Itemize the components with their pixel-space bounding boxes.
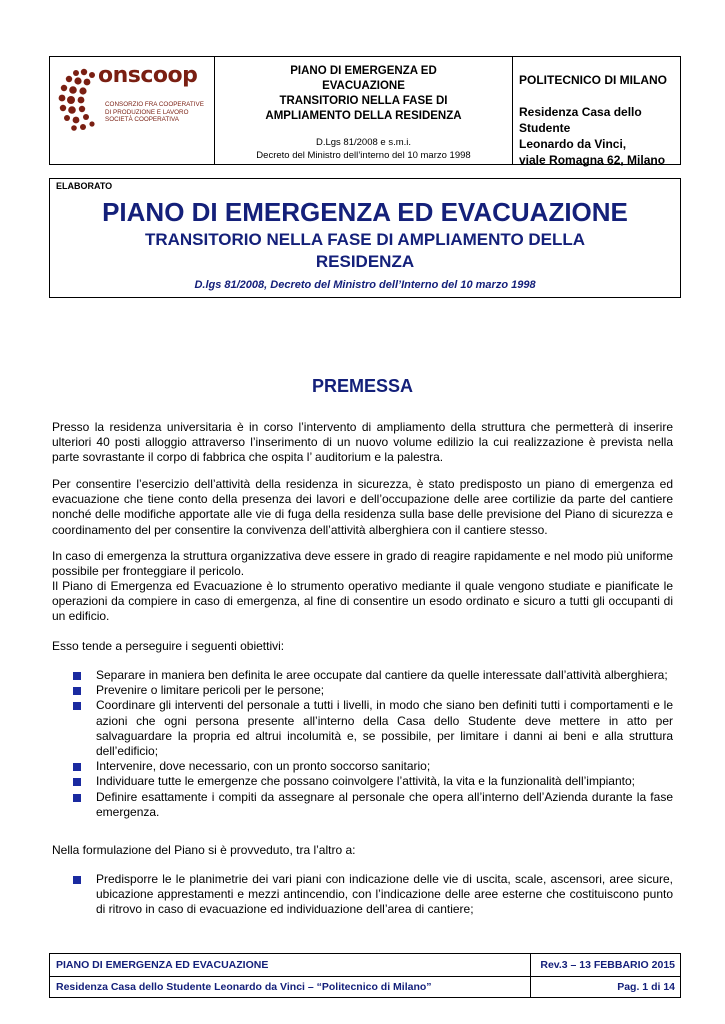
objectives-list	[73, 668, 673, 820]
header-right-title: POLITECNICO DI MILANO	[519, 73, 667, 87]
paragraph: Il Piano di Emergenza ed Evacuazione è lo strumento operativo mediante il quale vengono studiate e pianificate le operazioni da compiere in caso di emergenza, al fine di consentire un esodo ordinato e sicuro a tutti gli occupanti di un edificio.	[52, 579, 673, 624]
paragraph: Esso tende a perseguire i seguenti obiettivi:	[52, 639, 285, 653]
footer-table	[49, 953, 681, 998]
bullet-square-icon	[73, 702, 81, 710]
list-item: Definire esattamente i compiti da assegnare al personale che opera all’interno dell’Azienda durante la fase emergenza.	[73, 790, 673, 820]
logo-cell	[50, 57, 215, 164]
list-item: Intervenire, dove necessario, con un pronto soccorso sanitario;	[73, 759, 673, 774]
footer-row	[50, 976, 680, 998]
footer-revision: Rev.3 – 13 FEBBARIO 2015	[540, 959, 675, 971]
formulation-list	[73, 872, 673, 918]
list-item: Separare in maniera ben definita le aree occupate dal cantiere da quelle interessate dall’attività alberghiera;	[73, 668, 673, 683]
document-subtitle: TRANSITORIO NELLA FASE DI AMPLIAMENTO DELLA RESIDENZA	[144, 230, 586, 271]
header-right-cell	[513, 57, 680, 167]
section-title: PREMESSA	[311, 376, 414, 396]
bullet-square-icon	[73, 794, 81, 802]
paragraph: In caso di emergenza la struttura organizzativa deve essere in grado di reagire rapidamente e nel modo più uniforme possibile per fronteggiare il pericolo.	[52, 549, 673, 579]
bullet-square-icon	[73, 672, 81, 680]
header-center-title: PIANO DI EMERGENZA ED EVACUAZIONE TRANSITORIO NELLA FASE DI AMPLIAMENTO DELLA RESIDENZA	[265, 65, 462, 122]
elaborato-label: ELABORATO	[56, 181, 113, 191]
paragraph: Nella formulazione del Piano si è provveduto, tra l’altro a:	[52, 843, 356, 857]
list-item: Coordinare gli interventi del personale a tutti i livelli, in modo che siano ben definiti tutti i comportamenti e le azioni che ogni persona presente all’interno della Casa dello Studente deve mettere in atto per salvaguardare la propria ed altrui incolumità e, se possibile, per limitare i danni ai beni e alla struttura dell’edificio;	[73, 698, 673, 759]
logo-subtitle: CONSORZIO FRA COOPERATIVE DI PRODUZIONE E LAVORO SOCIETÀ COOPERATIVA	[105, 101, 204, 124]
bullet-square-icon	[73, 778, 81, 786]
bullet-square-icon	[73, 763, 81, 771]
paragraph: Presso la residenza universitaria è in corso l’intervento di ampliamento della struttura che permetterà di inserire ulteriori 40 posti alloggio attraverso l’inserimento di un nuovo volume edilizio la cui realizzazione è prevista nella parte sovrastante il corpo di fabbrica che ospita l’ auditorium e la palestra.	[52, 420, 673, 465]
law-reference: D.lgs 81/2008, Decreto del Ministro dell’Interno del 10 marzo 1998	[194, 279, 536, 291]
header-center-cell	[215, 57, 513, 164]
footer-row	[50, 954, 680, 977]
bullet-square-icon	[73, 876, 81, 884]
list-item: Prevenire o limitare pericoli per le persone;	[73, 683, 673, 698]
logo-wordmark: onscoop	[98, 63, 198, 88]
footer-residence: Residenza Casa dello Studente Leonardo da Vinci – “Politecnico di Milano”	[56, 981, 432, 993]
paragraph: Per consentire l’esercizio dell’attività della residenza in sicurezza, è stato predisposto un piano di emergenza ed evacuazione che tiene conto della presenza dei lavori e dell’occupazione delle aree cortilizie da parte del cantiere nonché delle modifiche apportate alle vie di fuga della residenza sulla base delle previsione del Piano di sicurezza e coordinamento del per consentire la convivenza dell’attività alberghiera con il cantiere stesso.	[52, 477, 673, 537]
title-box	[49, 178, 681, 298]
list-item: Individuare tutte le emergenze che possano coinvolgere l’attività, la vita e la funzionalità dell’impianto;	[73, 774, 673, 789]
bullet-square-icon	[73, 687, 81, 695]
document-title: PIANO DI EMERGENZA ED EVACUAZIONE	[102, 197, 628, 227]
list-item: Predisporre le le planimetrie dei vari piani con indicazione delle vie di uscita, scale, ascensori, aree sicure, ubicazione apprestamenti e mezzi antincendio, con l’indicazione delle aree esterne che costituiscono punto di ritrovo in caso di evacuazione ed individuazione dell’area di cantiere;	[73, 872, 673, 918]
header-right-address: Residenza Casa dello Studente Leonardo da Vinci, viale Romagna 62, Milano	[519, 105, 666, 167]
footer-page-number: Pag. 1 di 14	[617, 981, 675, 993]
footer-plan-title: PIANO DI EMERGENZA ED EVACUAZIONE	[56, 959, 269, 971]
header-table	[49, 56, 681, 165]
header-center-subtitle: D.Lgs 81/2008 e s.m.i. Decreto del Ministro dell’interno del 10 marzo 1998	[256, 137, 471, 161]
